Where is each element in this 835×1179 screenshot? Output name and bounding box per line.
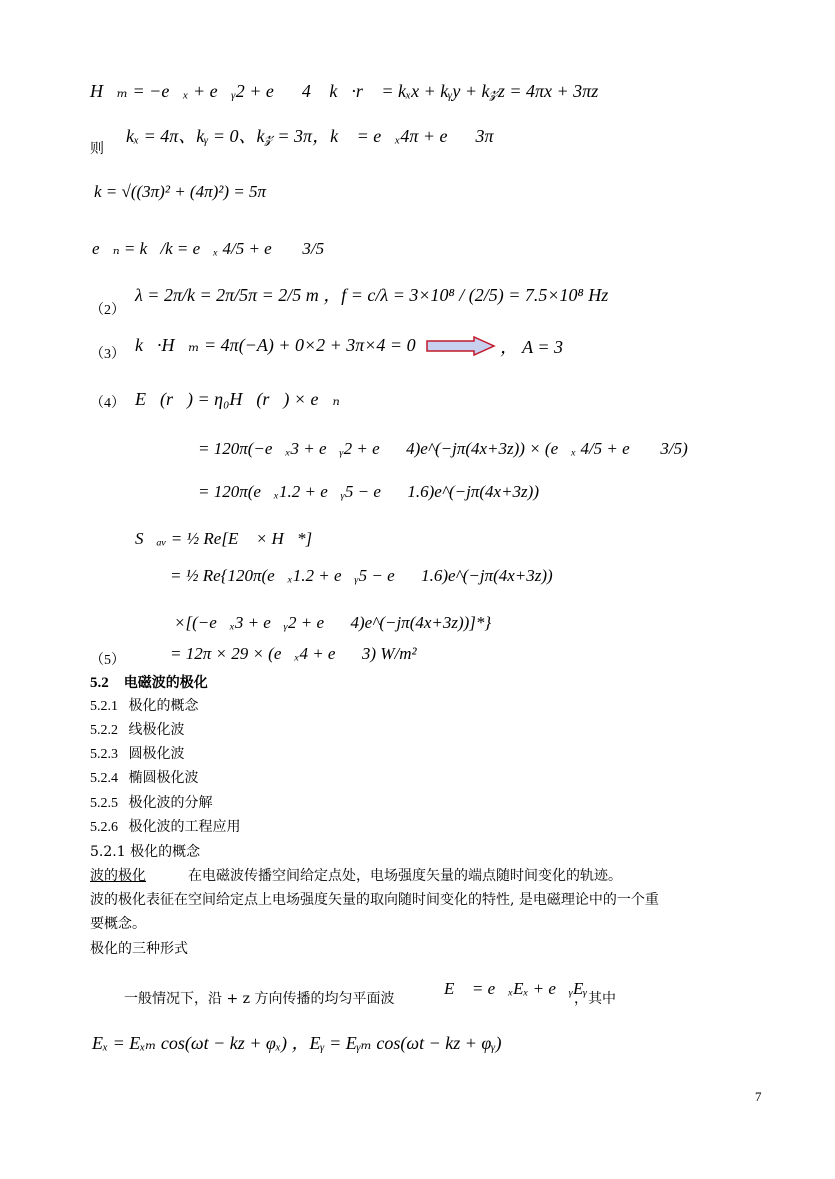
subsection-heading: 5.2.1 极化的概念 (90, 844, 201, 860)
section-number: 5.2 (90, 675, 109, 691)
equation-a-result: ， A = 3 (500, 337, 563, 357)
toc-number: 5.2.6 (90, 820, 118, 835)
equation-hm: H⃗ₘ = −e⃗ₓ + e⃗ᵧ2 + e⃗𝓏4 ，k⃗·r⃗ = kₓx + kᵧy + k𝓏z = 4πx + 3πz (90, 81, 599, 101)
paragraph-line: 波的极化表征在空间给定点上电场强度矢量的取向随时间变化的特性, 是电磁理论中的一个重 (90, 892, 659, 908)
label-part-3: （3） (90, 347, 125, 362)
toc-item (90, 769, 199, 788)
three-forms-heading: 极化的三种形式 (90, 941, 188, 957)
general-case-suffix: ，其中 (574, 991, 616, 1007)
equation-e-definition: E⃗(r⃗) = η₀H⃗(r⃗) × e⃗ₙ (135, 389, 340, 409)
toc-title: 椭圆极化波 (128, 770, 199, 786)
equation-lambda-frequency: λ = 2π/k = 2π/5π = 2/5 m ，f = c/λ = 3×10⁸ / (2/5) = 7.5×10⁸ Hz (135, 285, 609, 305)
section-title: 电磁波的极化 (123, 675, 208, 691)
definition-line (90, 867, 622, 885)
general-case-prefix: 一般情况下，沿 + z 方向传播的均匀平面波 (124, 991, 395, 1007)
general-case-formula: E⃗ = e⃗ₓEₓ + e⃗ᵧEᵧ (444, 979, 588, 998)
equation-k-dot-h: k⃗·H⃗ₘ = 4π(−A) + 0×2 + 3π×4 = 0 (135, 335, 416, 355)
equation-s-result: = 12π × 29 × (e⃗ₓ4 + e⃗𝓏3) W/m² (170, 644, 417, 663)
equation-e-step-2: = 120π(e⃗ₓ1.2 + e⃗ᵧ5 − e⃗𝓏1.6)e^(−jπ(4x+3z)) (198, 482, 539, 501)
label-part-2: （2） (90, 303, 125, 318)
toc-number: 5.2.1 (90, 699, 118, 714)
right-arrow-icon (426, 336, 496, 356)
toc-title: 极化波的工程应用 (128, 819, 241, 835)
toc-number: 5.2.4 (90, 771, 118, 786)
equation-k-magnitude: k = √((3π)² + (4π)²) = 5π (94, 182, 267, 201)
equation-k-components: kₓ = 4π、kᵧ = 0、k𝓏 = 3π，k⃗ = e⃗ₓ4π + e⃗𝓏3π (126, 126, 494, 146)
section-heading (90, 674, 208, 692)
toc-item (90, 697, 199, 716)
equation-s-step-1: = ½ Re{120π(e⃗ₓ1.2 + e⃗ᵧ5 − e⃗𝓏1.6)e^(−jπ(4x+3z)) (170, 566, 553, 585)
paragraph-line: 要概念。 (90, 916, 146, 932)
toc-item (90, 745, 185, 764)
equation-en: e⃗ₙ = k⃗/k = e⃗ₓ 4/5 + e⃗𝓏 3/5 (92, 239, 325, 258)
ze-word: 则 (90, 141, 104, 157)
label-part-4: （4） (90, 396, 125, 411)
page-number: 7 (755, 1089, 762, 1104)
equation-e-step-1: = 120π(−e⃗ₓ3 + e⃗ᵧ2 + e⃗𝓏4)e^(−jπ(4x+3z)) × (e⃗ₓ 4/5 + e⃗𝓏 3/5) (198, 439, 688, 458)
toc-item (90, 721, 185, 740)
toc-title: 线极化波 (128, 722, 185, 738)
toc-title: 极化的概念 (128, 698, 199, 714)
toc-item (90, 818, 241, 837)
toc-title: 极化波的分解 (128, 795, 213, 811)
definition-term: 波的极化 (90, 868, 146, 884)
toc-number: 5.2.3 (90, 747, 118, 762)
label-part-5: （5） (90, 653, 125, 668)
toc-number: 5.2.5 (90, 796, 118, 811)
equation-components: Eₓ = Eₓₘ cos(ωt − kz + φₓ) ，Eᵧ = Eᵧₘ cos(ωt − kz + φᵧ) (92, 1033, 502, 1053)
toc-title: 圆极化波 (128, 746, 185, 762)
equation-s-step-2: ×[(−e⃗ₓ3 + e⃗ᵧ2 + e⃗𝓏4)e^(−jπ(4x+3z))]*} (174, 613, 492, 632)
toc-number: 5.2.2 (90, 723, 118, 738)
equation-s-definition: S⃗ₐᵥ = ½ Re[E⃗ × H⃗*] (135, 529, 313, 548)
definition-text: 在电磁波传播空间给定点处，电场强度矢量的端点随时间变化的轨迹。 (188, 868, 622, 884)
toc-item (90, 794, 213, 813)
